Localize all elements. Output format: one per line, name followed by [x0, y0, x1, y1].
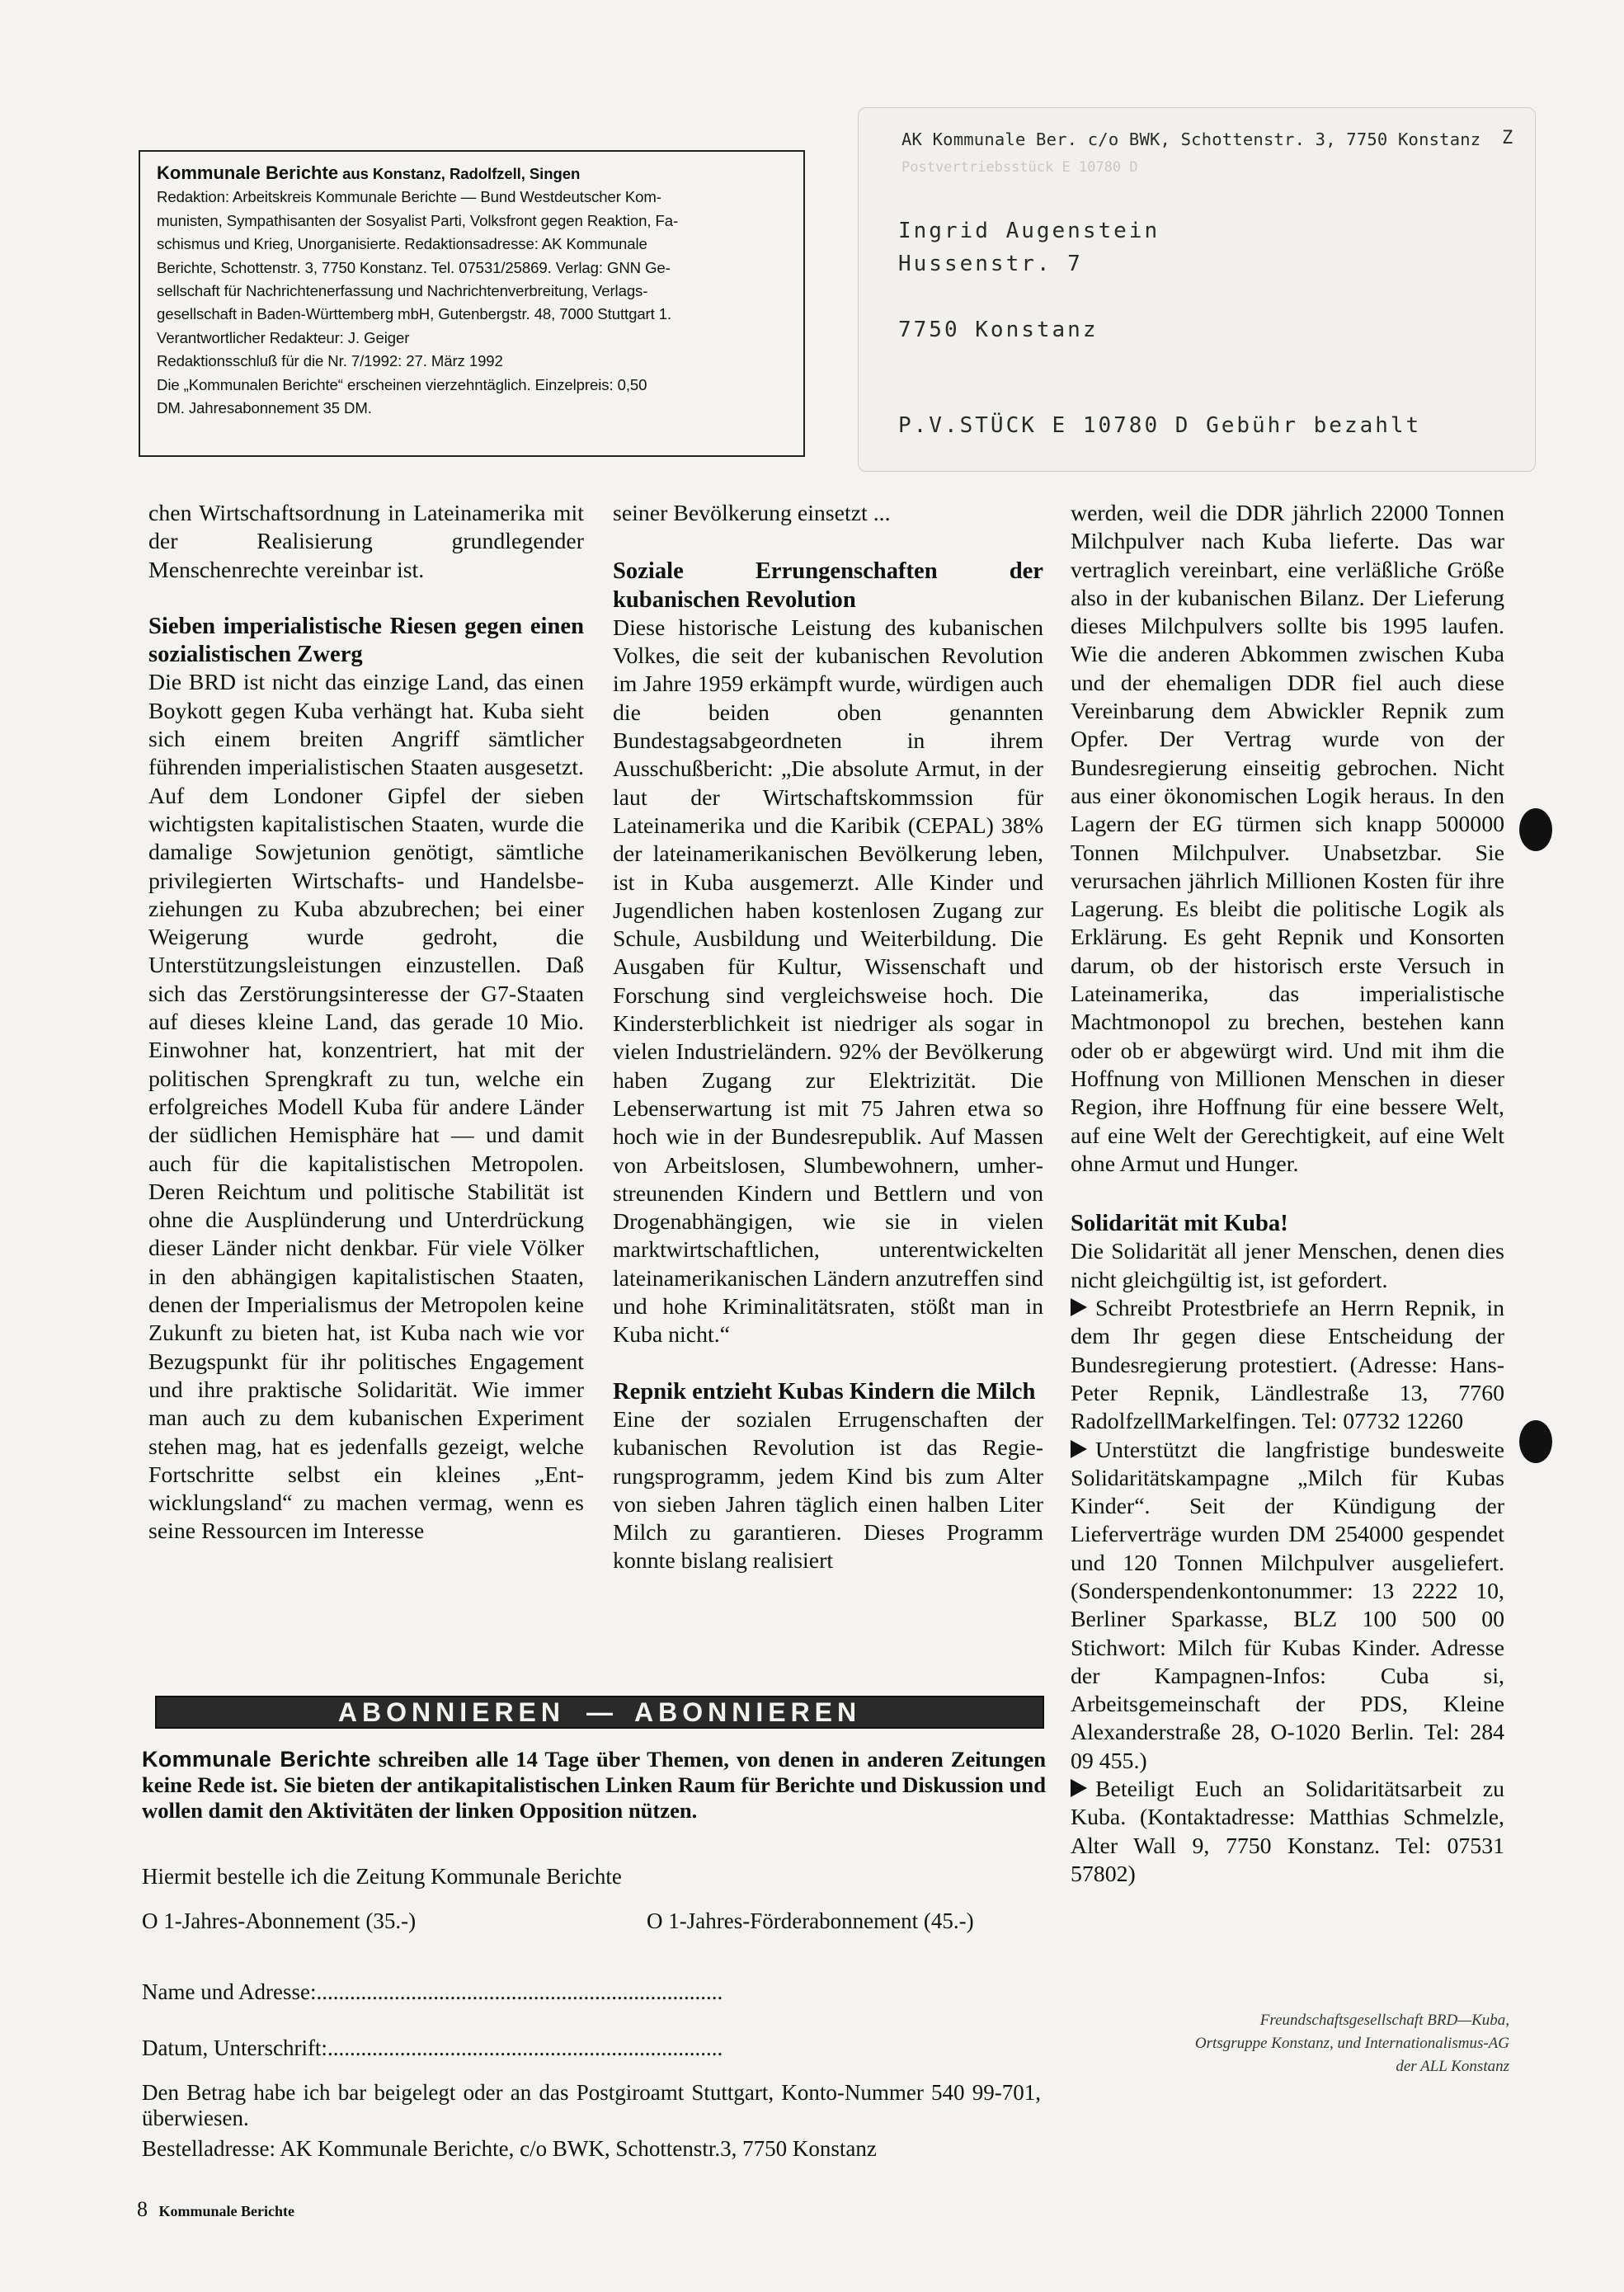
bullet-text: Unterstützt die langfristige bundesweite Solidaritätskampagne „Milch für Kubas Kinder“. Seit der Kündigung der Lieferverträge wurden DM 254000 gespendet und 120 Tonnen Milchpulver ausgeliefert. (Sonderspendenkontonummer: 13 2222 10, Berliner Sparkasse, BLZ 100 500 00 Stichwort: Milch für Kubas Kinder. Adresse der Kampagnen-Infos: Cuba si, Arbeitsgemeinschaft der PDS, Kleine Alexanderstraße 28, O-1020 Berlin. Tel: 284 09 455.) — [1071, 1437, 1504, 1774]
page-number: 8 — [137, 2197, 148, 2221]
bullet-item — [1071, 1437, 1504, 1777]
bullet-text: Beteiligt Euch an Solidaritätsarbeit zu Kuba. (Kontaktadresse: Matthias Schmelzle, Alter Wall 9, 7750 Konstanz. Tel: 07531 57802) — [1071, 1777, 1504, 1887]
masthead-line: sellschaft für Nachrichtenerfassung und Nachrichtenverbreitung, Verlags- — [157, 282, 648, 300]
faint-postage-print: Postvertriebsstück E 10780 D — [901, 159, 1138, 176]
section-heading: Soziale Errungenschaften der kubanischen Revolution — [613, 558, 1043, 613]
masthead-title: Kommunale Berichte — [157, 162, 339, 183]
intro-text: schreiben alle 14 Tage über Themen, von denen in anderen Zeitungen keine Rede ist. Sie bieten der antikapitalistischen Linken Raum für Berichte und Diskussion und wollen damit den Aktivitäten der linken Opposition nützen. — [142, 1747, 1046, 1823]
payment-note: Den Betrag habe ich bar beigelegt oder an das Postgiroamt Stuttgart, Konto-Nummer 540 99-701, überwiesen. — [142, 2080, 1041, 2130]
banner-word: ABONNIEREN — [337, 1697, 565, 1727]
paragraph: werden, weil die DDR jährlich 22000 Tonnen Milchpulver nach Kuba lieferte. Das war vertraglich vereinbart, eine verläßliche Größe also in der kubanischen Bilanz. Der Lieferung dieses Milchpulvers sollte bis 1995 laufen. Wie die anderen Abkommen zwischen Kuba und der ehemaligen DDR fiel auch diese Vereinbarung dem Abwickler Repnik zum Opfer. Der Vertrag wurde von der Bundesregierung einseitig gebrochen. Nicht aus einer ökonomischen Logik heraus. In den Lagern der EG türmen sich knapp 500000 Tonnen Milchpulver. Unabsetzbar. Sie verursachen jährlich Millionen Kosten für ihre Lagerung. Es bleibt die politische Logik als Erklärung. Es geht Repnik und Konsorten darum, ob der historisch erste Versuch in Lateinamerika, das imperialistische Machtmonopol zu brechen, bestehen kann oder ob er abgewürgt wird. Und mit ihm die Hoffnung von Millionen Menschen in dieser Region, ihre Hoffnung für eine bessere Welt, auf eine Welt der Gerechtigkeit, auf eine Welt ohne Armut und Hunger. — [1071, 501, 1504, 1177]
bullet-text: Schreibt Protestbriefe an Herrn Repnik, in dem Ihr gegen diese Entscheidung der Bundesregierung protestiert. (Adresse: Hans-Peter Repnik, Ländlestraße 13, 7760 RadolfzellMarkelfingen. Tel: 07732 12260 — [1071, 1296, 1504, 1435]
masthead-line: DM. Jahresabonnement 35 DM. — [157, 399, 372, 417]
postage-line: P.V.STÜCK E 10780 D Gebühr bezahlt — [898, 413, 1422, 438]
masthead-box — [139, 150, 805, 457]
triangle-bullet-icon — [1071, 1298, 1087, 1316]
recipient-street: Hussenstr. 7 — [898, 252, 1083, 276]
article-column-left — [148, 500, 584, 1546]
credit-line: der ALL Konstanz — [1396, 2058, 1509, 2075]
masthead-line: schismus und Krieg, Unorganisierte. Redaktionsadresse: AK Kommunale — [157, 235, 647, 253]
brand-name: Kommunale Berichte — [142, 1747, 371, 1772]
order-address: Bestelladresse: AK Kommunale Berichte, c/o BWK, Schottenstr.3, 7750 Konstanz — [142, 2136, 877, 2161]
bullet-item — [1071, 1776, 1504, 1889]
masthead-title-suffix: aus Konstanz, Radolfzell, Singen — [338, 165, 581, 182]
option-annual-subscription[interactable]: O 1-Jahres-Abonnement (35.-) — [142, 1908, 417, 1933]
paragraph: Die BRD ist nicht das einzige Land, das einen Boykott gegen Kuba verhängt hat. Kuba sieht sich einem breiten Angriff sämtlicher führenden imperialistischen Staaten ausgesetzt. Auf dem Londoner Gipfel der sieben wichtigsten kapitalistischen Staaten, wurde die damalige Sowjetunion genötigt, sämtliche privilegierten Wirtschafts- und Handelsbeziehungen zu Kuba abzubrechen; bei einer Weigerung wurde gedroht, die Unterstützungsleistungen einzustellen. Daß sich das Zerstörungsinteresse der G7-Staaten auf dieses kleine Land, das gerade 10 Mio. Einwohner hat, konzentriert, hat mit der politischen Sprengkraft zu tun, welche ein erfolgreiches Modell Kuba für andere Länder der südlichen Hemisphäre hat — und damit auch für die kapitalistischen Metropolen. Deren Reichtum und politische Stabilität ist ohne die Ausplünderung und Unterdrückung dieser Länder nicht denkbar. Für viele Völker in den abhängigen kapitalistischen Staaten, denen der Imperialismus der Metropolen keine Zukunft zu bieten hat, ist Kuba nach wie vor Bezugspunkt für ihr politisches Engagement und ihre praktische Solidarität. Wie immer man auch zu dem kubanischen Experiment stehen mag, hat es jedenfalls gezeigt, welche Fortschritte selbst ein kleines „Entwicklungsland“ zu machen vermag, wenn es seine Ressourcen im Interesse — [148, 670, 584, 1545]
section-heading: Sieben imperialistische Riesen gegen einen sozialistischen Zwerg — [148, 613, 584, 668]
recipient-city: 7750 Konstanz — [898, 318, 1099, 342]
paragraph: Eine der sozialen Errugenschaften der kubanischen Revolution ist das Regierungsprogramm, jedem Kind bis zum Alter von sieben Jahren täglich einen halben Liter Milch zu garantieren. Dieses Programm konnte bislang realisiert — [613, 1406, 1043, 1574]
paragraph: chen Wirtschaftsordnung in Lateinamerika mit der Realisierung grundlegender Menschenrechte vereinbar ist. — [148, 501, 584, 583]
name-address-field[interactable]: Name und Adresse:......................................................................... — [142, 1979, 723, 2004]
banner-word: ABONNIEREN — [634, 1697, 862, 1727]
triangle-bullet-icon — [1071, 1779, 1087, 1797]
subscription-intro — [142, 1747, 1046, 1824]
paragraph: Diese historische Leistung des kubanischen Volkes, die seit der kubanischen Revolution im Jahre 1959 erkämpft wurde, würdigen auch die beiden oben genannten Bundestagsabgeordneten in ihrem Ausschußbericht: „Die absolute Armut, in der laut der Wirtschaftskommssion für Lateinamerika und die Karibik (CEPAL) 38% der lateinamerikanischen Bevölkerung leben, ist in Kuba ausgemerzt. Alle Kinder und Jugendlichen haben kostenlosen Zugang zur Schule, Ausbildung und Weiterbildung. Die Ausgaben für Kultur, Wissenschaft und Forschung sind vergleichsweise hoch. Die Kindersterblichkeit ist niedriger als sogar in vielen Industrieländern. 92% der Bevölkerung haben Zugang zur Elektrizität. Die Lebenserwartung ist mit 75 Jahren etwa so hoch wie in der Bundesrepublik. Auf Massen von Arbeitslosen, Slumbewohnern, umherstreunenden Kindern und Bettlern und von Drogenabhängigen, wie sie in vielen marktwirtschaftlichen, unterentwickelten lateinamerikanischen Ländern anzutreffen sind und hohe Kriminalitätsraten, stößt man in Kuba nicht.“ — [613, 614, 1043, 1348]
page-footer — [137, 2197, 294, 2222]
punch-hole-mark — [1519, 808, 1552, 851]
masthead-line: Berichte, Schottenstr. 3, 7750 Konstanz. Tel. 07531/25869. Verlag: GNN Ge- — [157, 258, 671, 276]
punch-hole-mark — [1519, 1420, 1552, 1463]
date-signature-field[interactable]: Datum, Unterschrift:....................................................................... — [142, 2036, 723, 2060]
paragraph: seiner Bevölkerung einsetzt ... — [613, 501, 891, 526]
masthead-line: Redaktionsschluß für die Nr. 7/1992: 27. März 1992 — [157, 352, 503, 370]
masthead-title-line — [157, 162, 790, 186]
address-label — [858, 107, 1536, 472]
footer-publication-name: Kommunale Berichte — [158, 2203, 294, 2219]
recipient-name: Ingrid Augenstein — [898, 219, 1160, 243]
bullet-item — [1071, 1295, 1504, 1436]
triangle-bullet-icon — [1071, 1440, 1087, 1458]
masthead-line: munisten, Sympathisanten der Sosyalist Parti, Volksfront gegen Reaktion, Fa- — [157, 211, 679, 229]
credit-line: Ortsgruppe Konstanz, und Internationalismus-AG — [1194, 2035, 1509, 2052]
section-heading: Repnik entzieht Kubas Kindern die Milch — [613, 1378, 1036, 1405]
masthead-line: Verantwortlicher Redakteur: J. Geiger — [157, 328, 410, 346]
article-column-middle — [613, 500, 1043, 1576]
article-credit — [1064, 2009, 1509, 2078]
banner-dash: — — [586, 1697, 613, 1727]
option-supporter-subscription[interactable]: O 1-Jahres-Förderabonnement (45.-) — [647, 1908, 974, 1933]
paragraph: Die Solidarität all jener Menschen, denen dies nicht gleichgültig ist, ist gefordert. — [1071, 1239, 1504, 1293]
order-line: Hiermit bestelle ich die Zeitung Kommunale Berichte — [142, 1864, 622, 1889]
article-column-right — [1071, 500, 1504, 1889]
label-corner-mark: Z — [1502, 128, 1513, 148]
credit-line: Freundschaftsgesellschaft BRD—Kuba, — [1259, 2012, 1509, 2029]
masthead-line: gesellschaft in Baden-Württemberg mbH, Gutenbergstr. 48, 7000 Stuttgart 1. — [157, 305, 672, 323]
subscribe-banner — [155, 1696, 1044, 1729]
subscription-form — [142, 1747, 1046, 2161]
masthead-line: Redaktion: Arbeitskreis Kommunale Berichte — Bund Westdeutscher Kom- — [157, 188, 661, 206]
sender-line: AK Kommunale Ber. c/o BWK, Schottenstr. 3, 7750 Konstanz — [901, 129, 1481, 149]
section-heading: Solidarität mit Kuba! — [1071, 1211, 1288, 1237]
masthead-line: Die „Kommunalen Berichte“ erscheinen vierzehntäglich. Einzelpreis: 0,50 — [157, 375, 647, 393]
